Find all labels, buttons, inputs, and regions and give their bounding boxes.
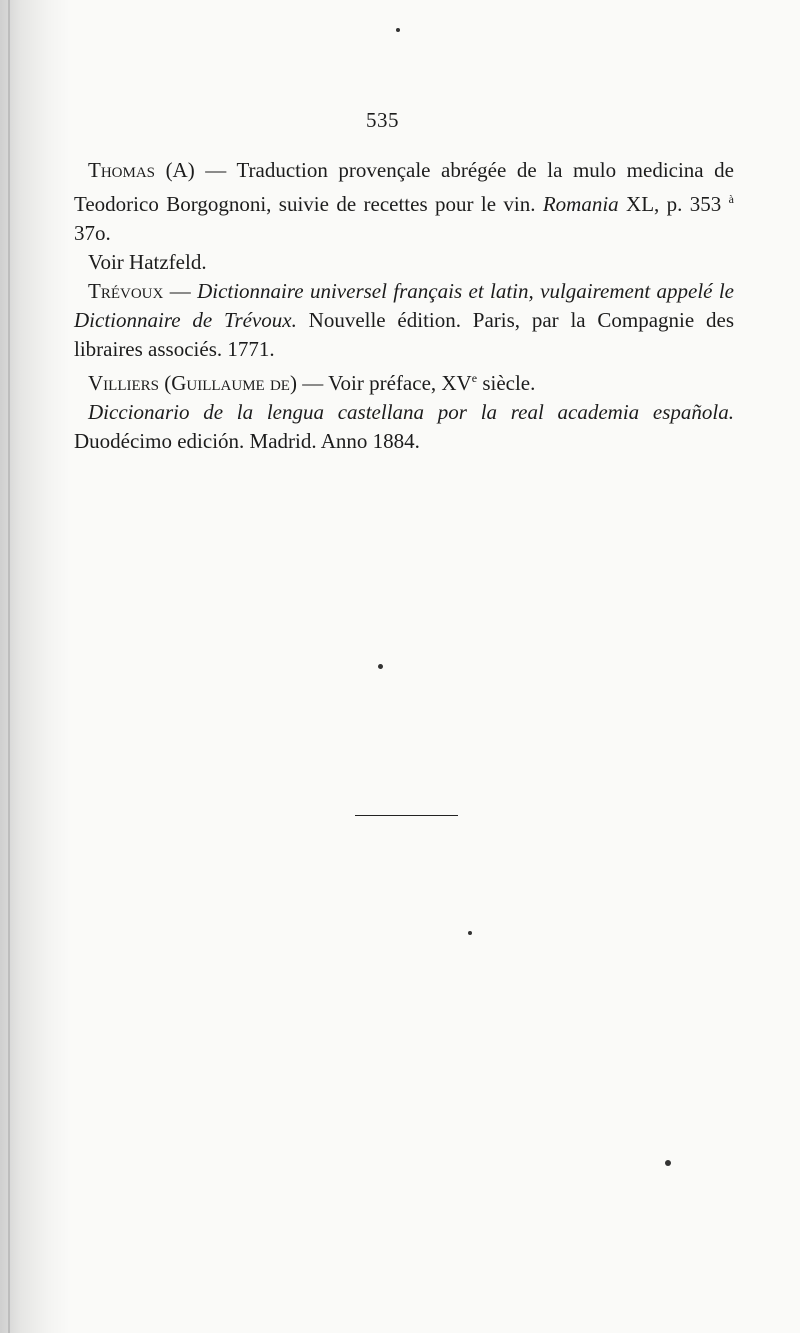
entry-cross-reference [74, 248, 734, 277]
entry-author: Trévoux [88, 279, 164, 303]
page-edge [8, 0, 10, 1333]
page-number: 535 [366, 108, 399, 132]
ink-speck [378, 664, 383, 669]
entry-diccionario [74, 398, 734, 456]
entry-title: Dictionnaire universel français et latin, vulgairement appelé le Dictionnaire de Trévoux. [74, 279, 735, 332]
entry-text: — Voir préface, XV [296, 371, 472, 395]
entry-villiers [74, 364, 734, 398]
entry-source: Romania [542, 192, 619, 216]
entry-details-end: 37o. [74, 221, 111, 245]
entry-details-a: à [728, 192, 734, 206]
section-rule [355, 815, 458, 816]
entry-text: Duodécimo edición. Madrid. Anno 1884. [74, 429, 420, 453]
entry-dash: — [163, 279, 198, 303]
binding-shadow [0, 0, 70, 1333]
entry-title: Diccionario de la lengua castellana por la real academia española. [88, 400, 734, 424]
entry-author: Thomas [88, 158, 156, 182]
entry-text: (A) — Traduction provençale abrégée de la mulo medicina de Teodorico Borgognoni, suivie de recettes pour le vin. [74, 158, 734, 216]
entry-author: Villiers (Guillaume de) [88, 371, 297, 395]
bibliography-text [74, 156, 734, 456]
ink-speck [396, 28, 400, 32]
entry-superscript: e [471, 371, 478, 385]
ink-speck [468, 931, 472, 935]
entry-details: XL, p. 353 [618, 192, 729, 216]
entry-text: Voir Hatzfeld. [88, 250, 207, 274]
entry-text-end: siècle. [477, 371, 536, 395]
entry-text: Nouvelle édition. Paris, par la Compagnie des libraires associés. 1771. [74, 308, 734, 361]
entry-trevoux [74, 277, 734, 364]
entry-thomas [74, 156, 734, 248]
ink-speck [665, 1160, 671, 1166]
